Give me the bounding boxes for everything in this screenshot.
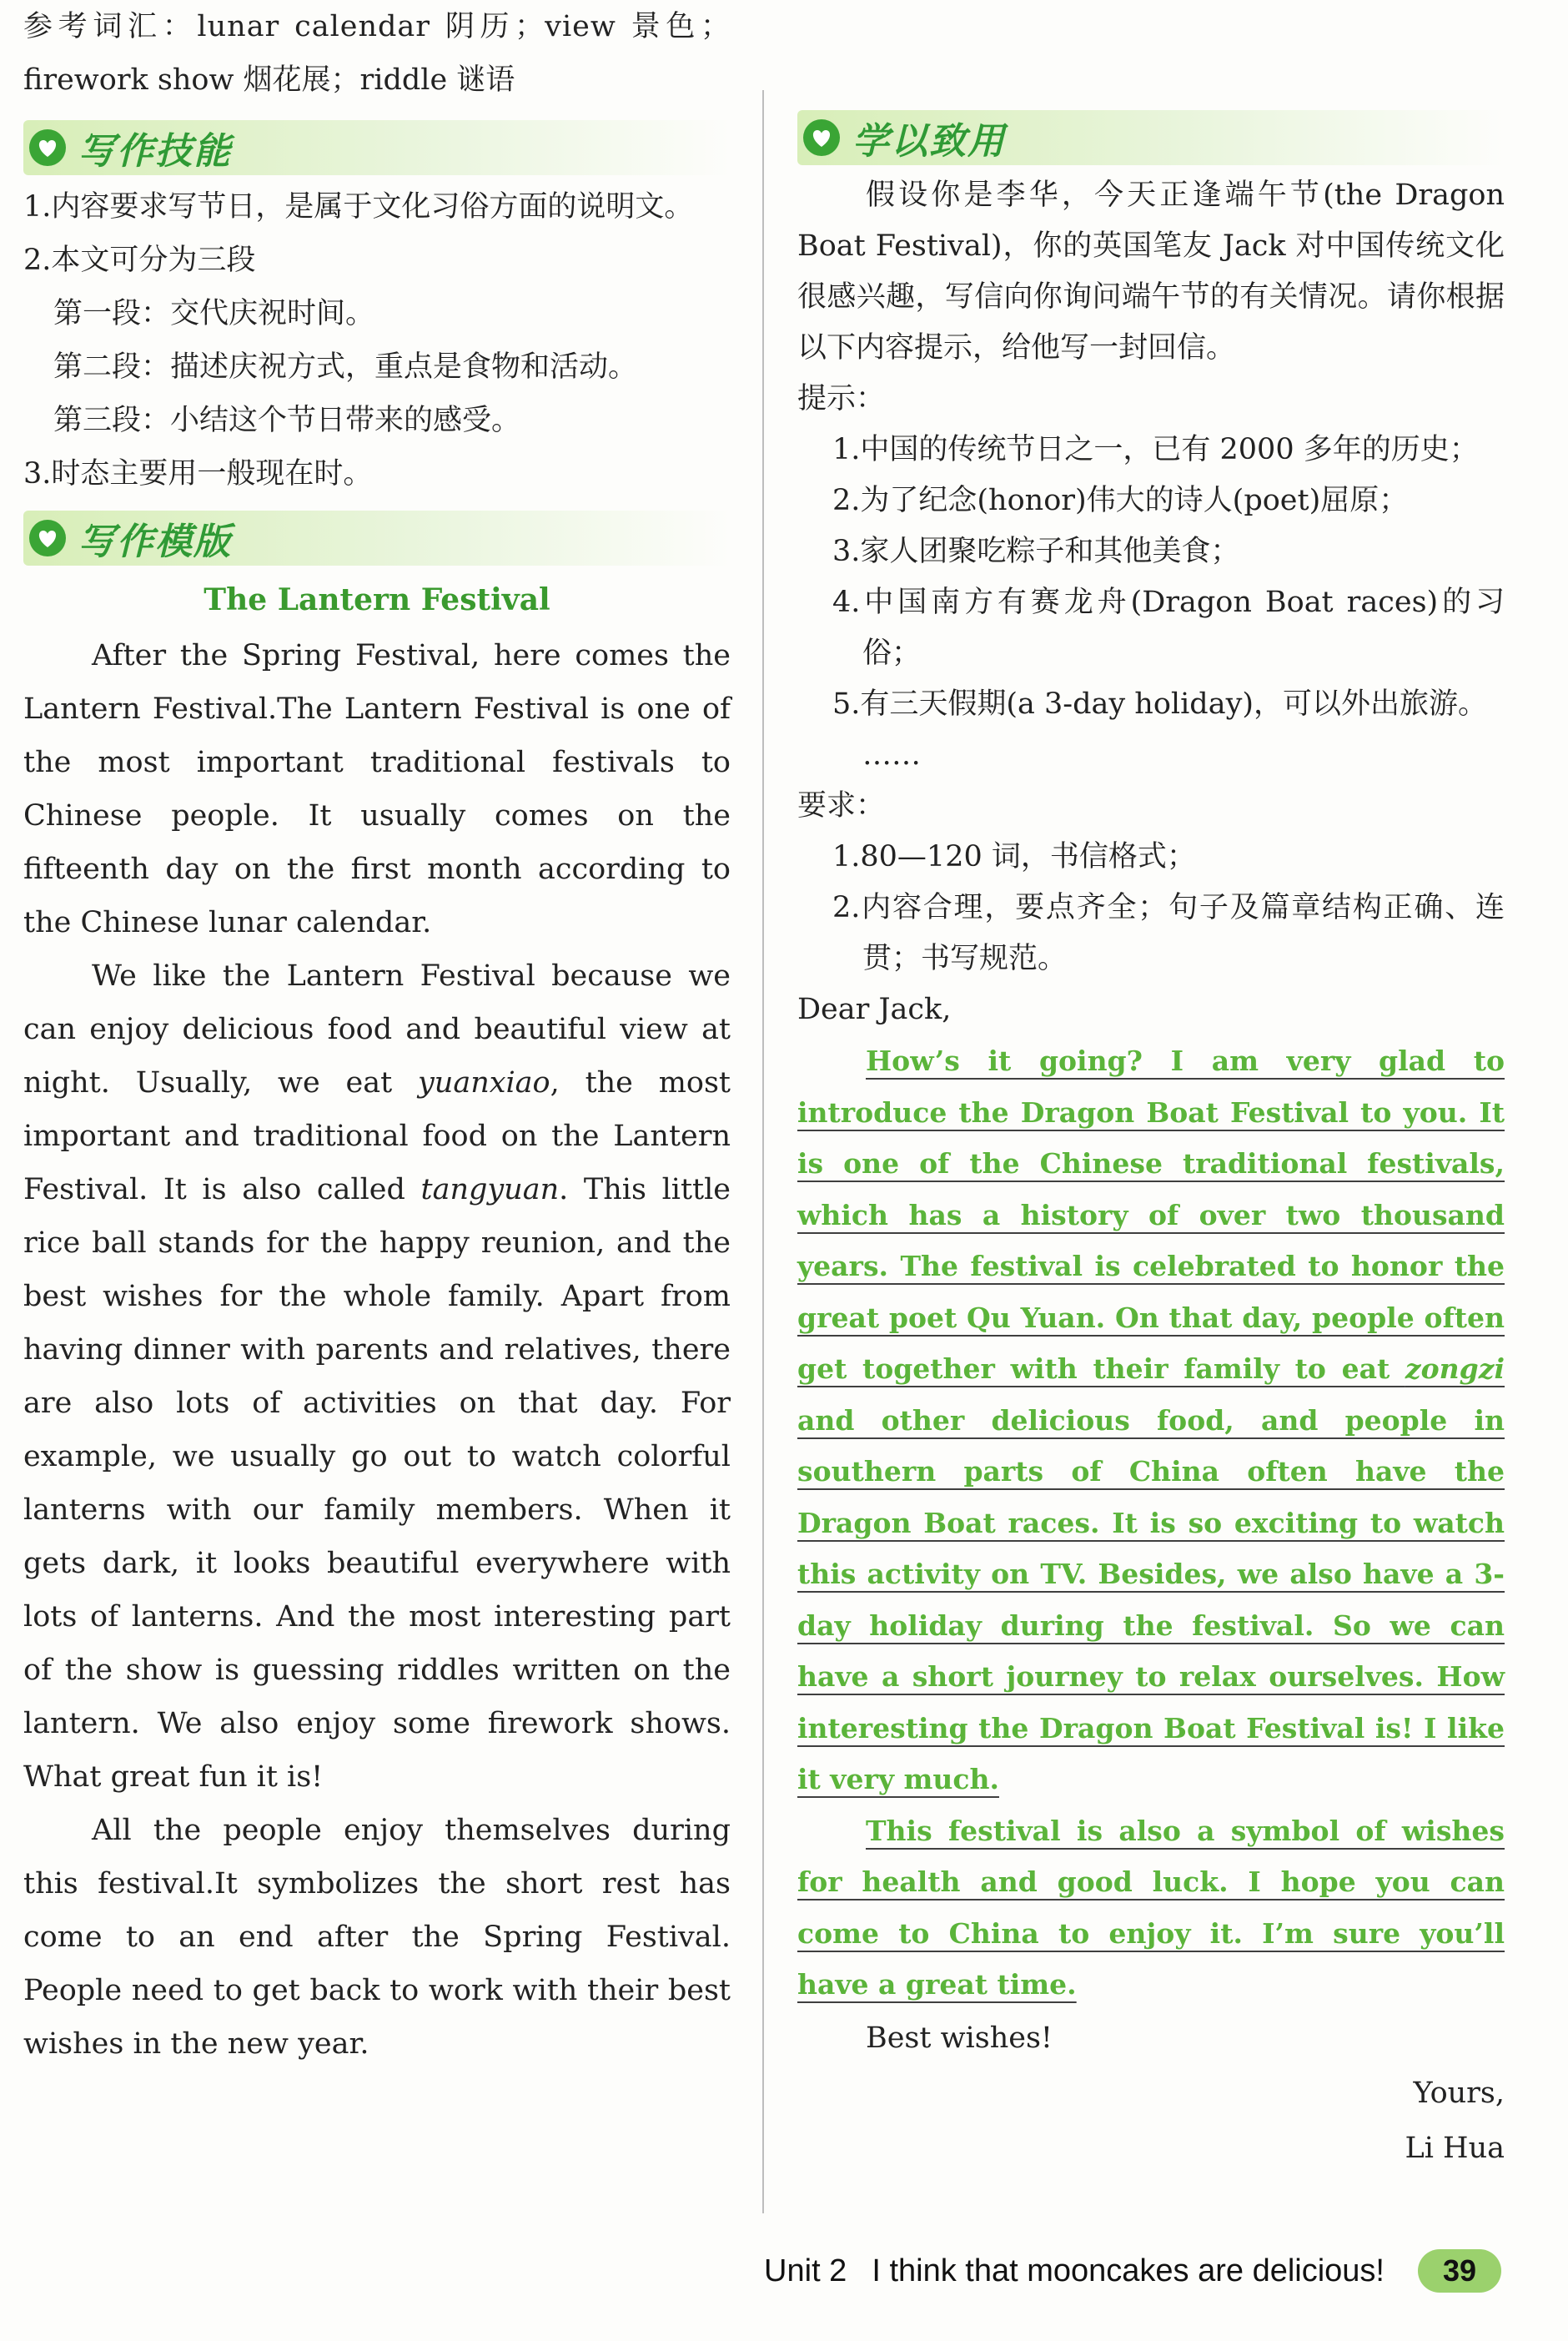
hint-ellipsis: …… bbox=[862, 738, 921, 772]
hint-list bbox=[797, 425, 1505, 781]
essay-p2-text-b: , the most important and traditional food on the Lantern Festival. It is also called bbox=[23, 1066, 731, 1206]
practice-intro: 假设你是李华，今天正逢端午节(the Dragon Boat Festival)，你的英国笔友 Jack 对中国传统文化很感兴趣，写信向你询问端午节的有关情况。请你根据以下内容提示，给他写一封回信。 bbox=[797, 179, 1505, 365]
vocab-line-1: 参考词汇：lunar calendar 阴历；view 景色； bbox=[23, 10, 731, 43]
section-title-practice: 学以致用 bbox=[852, 120, 1006, 163]
column-divider bbox=[762, 90, 764, 2213]
requirement-item-2: 2.内容合理，要点齐全；句子及篇章结构正确、连贯；书写规范。 bbox=[832, 891, 1505, 975]
skills-item-2: 2.本文可分为三段 bbox=[23, 244, 256, 277]
section-heading-practice bbox=[797, 110, 1505, 165]
letter-closing: Best wishes! bbox=[866, 2021, 1053, 2055]
hint-item-4: 4.中国南方有赛龙舟(Dragon Boat races)的习俗； bbox=[832, 586, 1505, 670]
skills-item-1: 1.内容要求写节日，是属于文化习俗方面的说明文。 bbox=[23, 190, 694, 224]
hint-item-3: 3.家人团聚吃粽子和其他美食； bbox=[832, 535, 1240, 568]
requirement-label: 要求： bbox=[797, 789, 886, 823]
essay-p2-text-a: We like the Lantern Festival because we can enjoy delicious food and beautiful view at night. Usually, we eat bbox=[23, 959, 731, 1100]
skills-item-3: 3.时态主要用一般现在时。 bbox=[23, 457, 373, 491]
hint-item-2: 2.为了纪念(honor)伟大的诗人(poet)屈原； bbox=[832, 484, 1409, 517]
hint-label: 提示： bbox=[797, 382, 886, 415]
heart-icon bbox=[28, 519, 67, 557]
letter-p1-term-zongzi: zongzi bbox=[1405, 1352, 1505, 1385]
letter-p2-text: This festival is also a symbol of wishes for health and good luck. I hope you can come to China to enjoy it. I’m sure you’ll have a great time. bbox=[797, 1814, 1505, 2001]
letter-greeting: Dear Jack, bbox=[797, 993, 952, 1026]
heart-icon bbox=[28, 128, 67, 167]
essay-p2-text-c: . This little rice ball stands for the happy reunion, and the best wishes for the whole family. Apart from having dinner with parents and relatives, there are also lots of activities on that day. For example, we usually go out to watch colorful lanterns with our family members. When it gets dark, it looks beautiful everywhere with lots of lanterns. And the most interesting part of the show is guessing riddles written on the lantern. We also enjoy some firework shows. What great fun it is! bbox=[23, 1173, 731, 1794]
footer-title: I think that mooncakes are delicious! bbox=[872, 2253, 1385, 2288]
skills-item-2c: 第三段：小结这个节日带来的感受。 bbox=[53, 404, 521, 437]
vocab-line-2: firework show 烟花展；riddle 谜语 bbox=[23, 63, 515, 97]
letter-paragraph-1 bbox=[797, 1035, 1505, 1805]
letter-paragraph-2 bbox=[797, 1805, 1505, 2011]
left-column bbox=[23, 0, 731, 2071]
page-footer bbox=[764, 2248, 1501, 2294]
essay-paragraph-2 bbox=[23, 949, 731, 1804]
hint-item-5: 5.有三天假期(a 3-day holiday)，可以外出旅游。 bbox=[832, 687, 1488, 721]
essay-paragraph-1: After the Spring Festival, here comes the Lantern Festival.The Lantern Festival is one of the most important traditional festivals to Chinese people. It usually comes on the fifteenth day on the first month according to the Chinese lunar calendar. bbox=[23, 639, 731, 939]
skills-list bbox=[23, 180, 731, 501]
skills-item-2a: 第一段：交代庆祝时间。 bbox=[53, 297, 375, 330]
essay-title: The Lantern Festival bbox=[204, 582, 550, 617]
letter-yours: Yours, bbox=[1413, 2076, 1505, 2110]
requirement-item-1: 1.80—120 词，书信格式； bbox=[832, 840, 1196, 873]
page-number-badge: 39 bbox=[1418, 2249, 1501, 2293]
section-heading-skills bbox=[23, 120, 731, 175]
essay-paragraph-3: All the people enjoy themselves during this festival.It symbolizes the short rest has come to an end after the Spring Festival. People need to get back to work with their best wishes in the new year. bbox=[23, 1814, 731, 2061]
letter-p1-text-a: How’s it going? I am very glad to introduce the Dragon Boat Festival to you. It is one of the Chinese traditional festivals, which has a history of over two thousand years. The festival is celebrated to honor the great poet Qu Yuan. On that day, people often get together with their family to eat bbox=[797, 1045, 1505, 1385]
hint-item-1: 1.中国的传统节日之一，已有 2000 多年的历史； bbox=[832, 433, 1479, 466]
essay-p2-term-yuanxiao: yuanxiao bbox=[418, 1066, 550, 1100]
letter-p1-text-b: and other delicious food, and people in southern parts of China often have the Dragon Boat races. It is so exciting to watch this activity on TV. Besides, we also have a 3-day holiday during the festival. So we can have a short journey to relax ourselves. How interesting the Dragon Boat Festival is! I like it very much. bbox=[797, 1403, 1505, 1795]
essay-p2-term-tangyuan: tangyuan bbox=[420, 1173, 560, 1206]
heart-icon bbox=[802, 118, 841, 157]
footer-unit: Unit 2 bbox=[764, 2253, 847, 2288]
skills-item-2b: 第二段：描述庆祝方式，重点是食物和活动。 bbox=[53, 350, 638, 384]
section-title-skills: 写作技能 bbox=[78, 130, 232, 173]
section-title-template: 写作模版 bbox=[78, 521, 232, 563]
vocab-block bbox=[23, 0, 731, 97]
letter-signature: Li Hua bbox=[1405, 2131, 1505, 2165]
right-column bbox=[797, 0, 1505, 2176]
section-heading-template bbox=[23, 511, 731, 566]
